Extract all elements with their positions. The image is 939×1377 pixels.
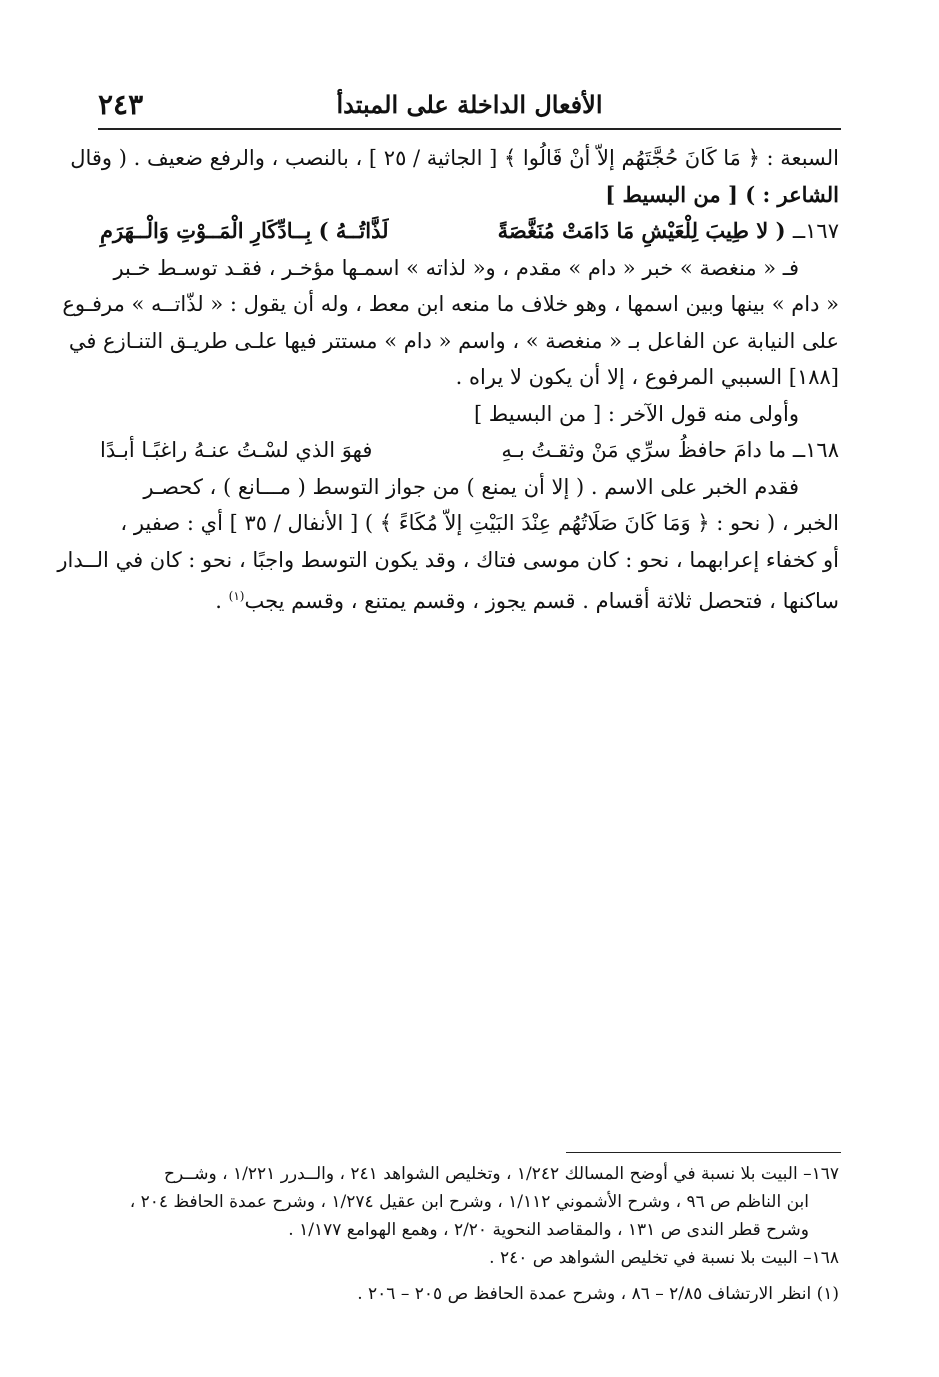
footnote-marker: (١) — [228, 589, 245, 603]
text-line: فقدم الخبر على الاسم . ( إلا أن يمنع ) من جواز التوسط ( مـــانع ) ، كحصـر — [143, 474, 799, 499]
text-segment: ساكنها ، فتحصل ثلاثة أقسام . قسم يجوز ، وقسم يمتنع ، وقسم يجب — [244, 589, 839, 613]
verse-second-hemistich: فهوَ الذي لسْـتُ عنـهُ راغبًـا أبـدًا — [100, 438, 373, 462]
text-line: على النيابة عن الفاعل بـ « منغصة » ، واسم « دام » مستتر فيها علـى طريـق التنـازع في — [68, 328, 839, 353]
verse-number: ١٦٨ــ — [792, 438, 839, 462]
text-line: [١٨٨] السببي المرفوع ، إلا أن يكون لا يراه . — [455, 365, 839, 389]
text-line: السبعة : ﴿ مَا كَانَ حُجَّتَهُم إلاّ أنْ قَالُوا ﴾ [ الجاثية / ٢٥ ] ، بالنصب ، والرفع ضعيف . ( وقال — [70, 146, 839, 170]
text-line: وأولى منه قول الآخر : [ من البسيط ] — [473, 401, 799, 426]
text-line: أو كخفاء إعرابهما ، نحو : كان موسى فتاك ، وقد يكون التوسط واجبًا ، نحو : كان في الــدار — [57, 547, 839, 572]
verse-first-hemistich: ما دامَ حافظُ سرِّي مَنْ وثقـتُ بـهِ — [501, 438, 787, 462]
text-line: فـ « منغصة » خبر « دام » مقدم ، و« لذاته » اسمـها مؤخـر ، فقـد توسـط خـبر — [113, 255, 799, 280]
verse-number: ١٦٧ــ — [792, 219, 839, 243]
verse-second-hemistich: لَذَّاتُــهُ ) بِــادِّكَارِ الْمَــوْتِ وَالْــهَرَمِ — [100, 218, 389, 243]
verse-167 — [100, 213, 839, 250]
running-header — [98, 88, 841, 130]
footnotes — [100, 1160, 839, 1308]
footnote-separator — [566, 1152, 841, 1153]
footnote-line: وشرح قطر الندى ص ١٣١ ، والمقاصد النحوية ٢/٢٠ ، وهمع الهوامع ١/١٧٧ . — [288, 1220, 809, 1240]
footnote-line: ١٦٨– البيت بلا نسبة في تخليص الشواهد ص ٢٤٠ . — [489, 1248, 839, 1268]
footnote-line: (١) انظر الارتشاف ٢/٨٥ – ٨٦ ، وشرح عمدة الحافظ ص ٢٠٥ – ٢٠٦ . — [357, 1284, 839, 1304]
text-line: « دام » بينها وبين اسمها ، وهو خلاف ما منعه ابن معط ، وله أن يقول : « لذّاتــه » مرفـوع — [62, 292, 839, 316]
text-line: الخبر ، ( نحو : ﴿ وَمَا كَانَ صَلَاتُهُم عِنْدَ البَيْتِ إلاّ مُكَاءً ﴾ ) [ الأنفال / ٣٥ ] أي : صفير ، — [120, 511, 839, 535]
text-line: الشاعر : ) [ من البسيط ] — [605, 181, 839, 207]
footnote-line: ١٦٧– البيت بلا نسبة في أوضح المسالك ١/٢٤٢ ، وتخليص الشواهد ٢٤١ ، والــدرر ١/٢٢١ ، وشــرح — [163, 1164, 839, 1184]
main-text — [57, 140, 839, 620]
chapter-title: الأفعال الداخلة على المبتدأ — [336, 90, 603, 119]
footnote-line: ابن الناظم ص ٩٦ ، وشرح الأشموني ١/١١٢ ، وشرح ابن عقيل ١/٢٧٤ ، وشرح عمدة الحافظ ٢٠٤ ، — [129, 1192, 809, 1212]
verse-first-hemistich: ( لا طِيبَ لِلْعَيْشِ مَا دَامَتْ مُنَغَّصَةً — [497, 218, 786, 243]
text-line — [100, 578, 839, 620]
page-number: ٢٤٣ — [98, 88, 144, 121]
verse-168 — [100, 432, 839, 469]
text-segment: . — [215, 589, 229, 613]
